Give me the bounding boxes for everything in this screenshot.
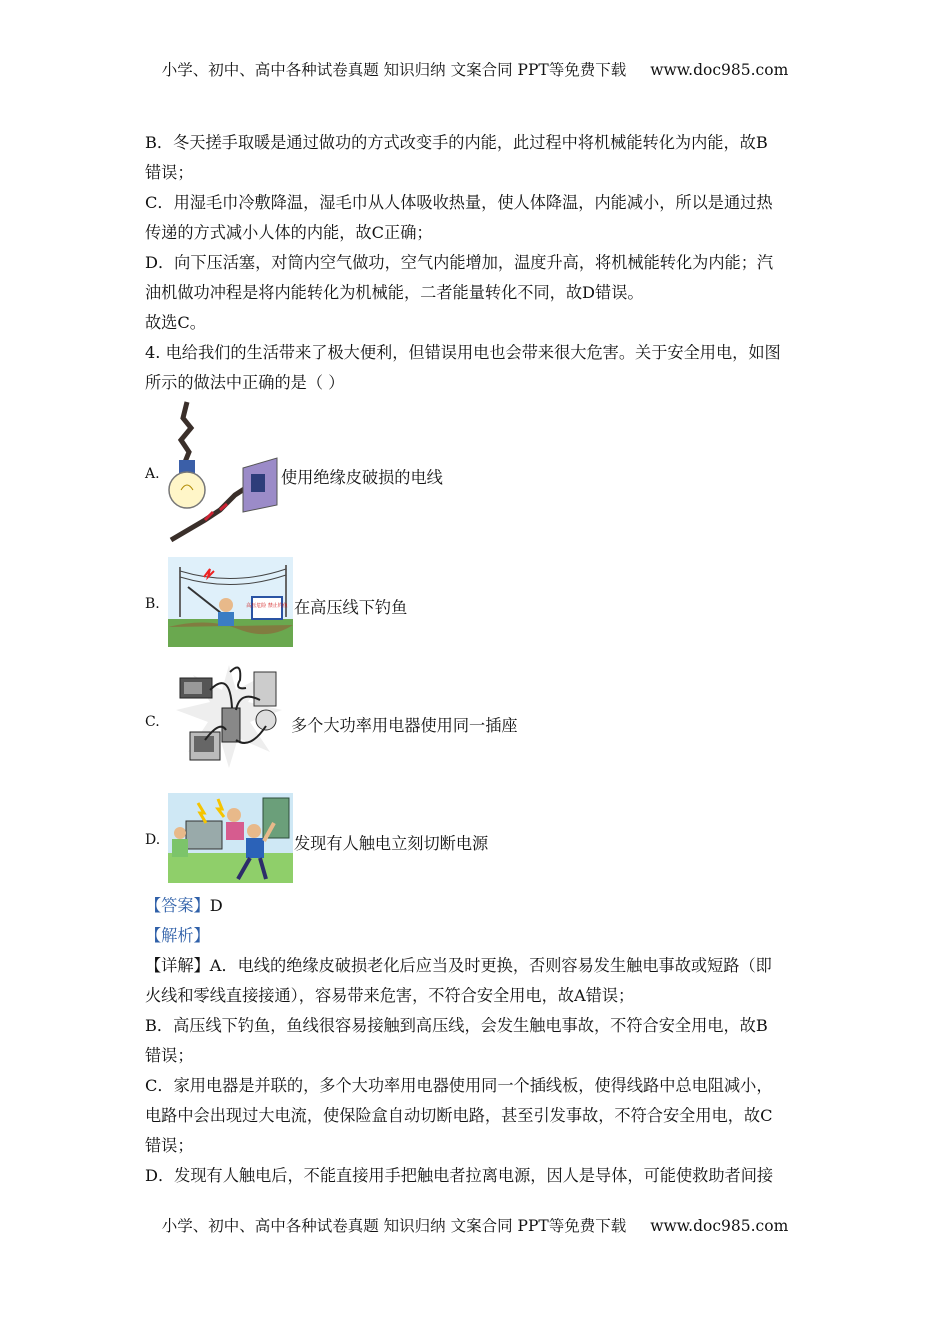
- footer-text: 小学、初中、高中各种试卷真题 知识归纳 文案合同 PPT等免费下载: [161, 1217, 627, 1235]
- option-a-label: A.: [145, 466, 160, 482]
- option-a-image: [165, 400, 280, 545]
- page-header: [0, 58, 950, 80]
- answer-section: [145, 891, 805, 1191]
- option-d-label: D.: [145, 832, 161, 848]
- detail-c-line2: 电路中会出现过大电流，使保险盒自动切断电路，甚至引发事故，不符合安全用电，故C: [145, 1106, 773, 1125]
- prev-d-line1: D．向下压活塞，对筒内空气做功，空气内能增加，温度升高，将机械能转化为内能；汽: [145, 253, 774, 272]
- detail-a-line2: 火线和零线直接接通），容易带来危害，不符合安全用电，故A错误；: [145, 986, 635, 1005]
- prev-c-line1: C．用湿毛巾冷敷降温，湿毛巾从人体吸收热量，使人体降温，内能减小，所以是通过热: [145, 193, 773, 212]
- prev-d-line2: 油机做功冲程是将内能转化为机械能，二者能量转化不同，故D错误。: [145, 283, 644, 302]
- detail-b-line1: B．高压线下钓鱼，鱼线很容易接触到高压线，会发生触电事故，不符合安全用电，故B: [145, 1016, 768, 1035]
- page-footer: [0, 1214, 950, 1236]
- option-c-label: C.: [145, 714, 160, 730]
- option-a-caption: 使用绝缘皮破损的电线: [281, 468, 443, 487]
- answer-tag: 【答案】: [145, 896, 210, 915]
- q4-stem-line2: 所示的做法中正确的是（ ）: [145, 373, 345, 392]
- detail-c-line1: C．家用电器是并联的，多个大功率用电器使用同一个插线板，使得线路中总电阻减小，: [145, 1076, 773, 1095]
- detail-tag: 【详解】: [145, 956, 210, 975]
- answer-line: [145, 891, 805, 921]
- option-b-label: B.: [145, 596, 160, 612]
- prev-b-line1: B．冬天搓手取暖是通过做功的方式改变手的内能，此过程中将机械能转化为内能，故B: [145, 133, 768, 152]
- option-c-image: [170, 660, 288, 770]
- detail-b-line2: 错误；: [145, 1046, 194, 1065]
- header-text: 小学、初中、高中各种试卷真题 知识归纳 文案合同 PPT等免费下载: [161, 61, 627, 79]
- detail-a-text1: A．电线的绝缘皮破损老化后应当及时更换，否则容易发生触电事故或短路（即: [209, 956, 772, 975]
- option-b-image: [168, 557, 293, 647]
- header-site[interactable]: www.doc985.com: [650, 61, 789, 79]
- answer-value: D: [209, 896, 223, 915]
- option-b-caption: 在高压线下钓鱼: [294, 598, 408, 617]
- prev-b-line2: 错误；: [145, 163, 194, 182]
- page-content: [145, 128, 805, 398]
- detail-c-line3: 错误；: [145, 1136, 194, 1155]
- option-b-sign-text: 高压危险 禁止钓鱼: [246, 603, 288, 609]
- analysis-tag: 【解析】: [145, 926, 210, 945]
- prev-selection: 故选C。: [145, 313, 206, 332]
- option-c-caption: 多个大功率用电器使用同一插座: [291, 716, 518, 735]
- option-d-caption: 发现有人触电立刻切断电源: [294, 834, 489, 853]
- detail-a-line1: [145, 951, 805, 981]
- detail-d-line1: D．发现有人触电后，不能直接用手把触电者拉离电源，因人是导体，可能使救助者间接: [145, 1166, 774, 1185]
- q4-stem-line1: 4. 电给我们的生活带来了极大便利，但错误用电也会带来很大危害。关于安全用电，如图: [145, 343, 781, 362]
- option-d-image: [168, 793, 293, 883]
- prev-c-line2: 传递的方式减小人体的内能，故C正确；: [145, 223, 433, 242]
- footer-site[interactable]: www.doc985.com: [650, 1217, 789, 1235]
